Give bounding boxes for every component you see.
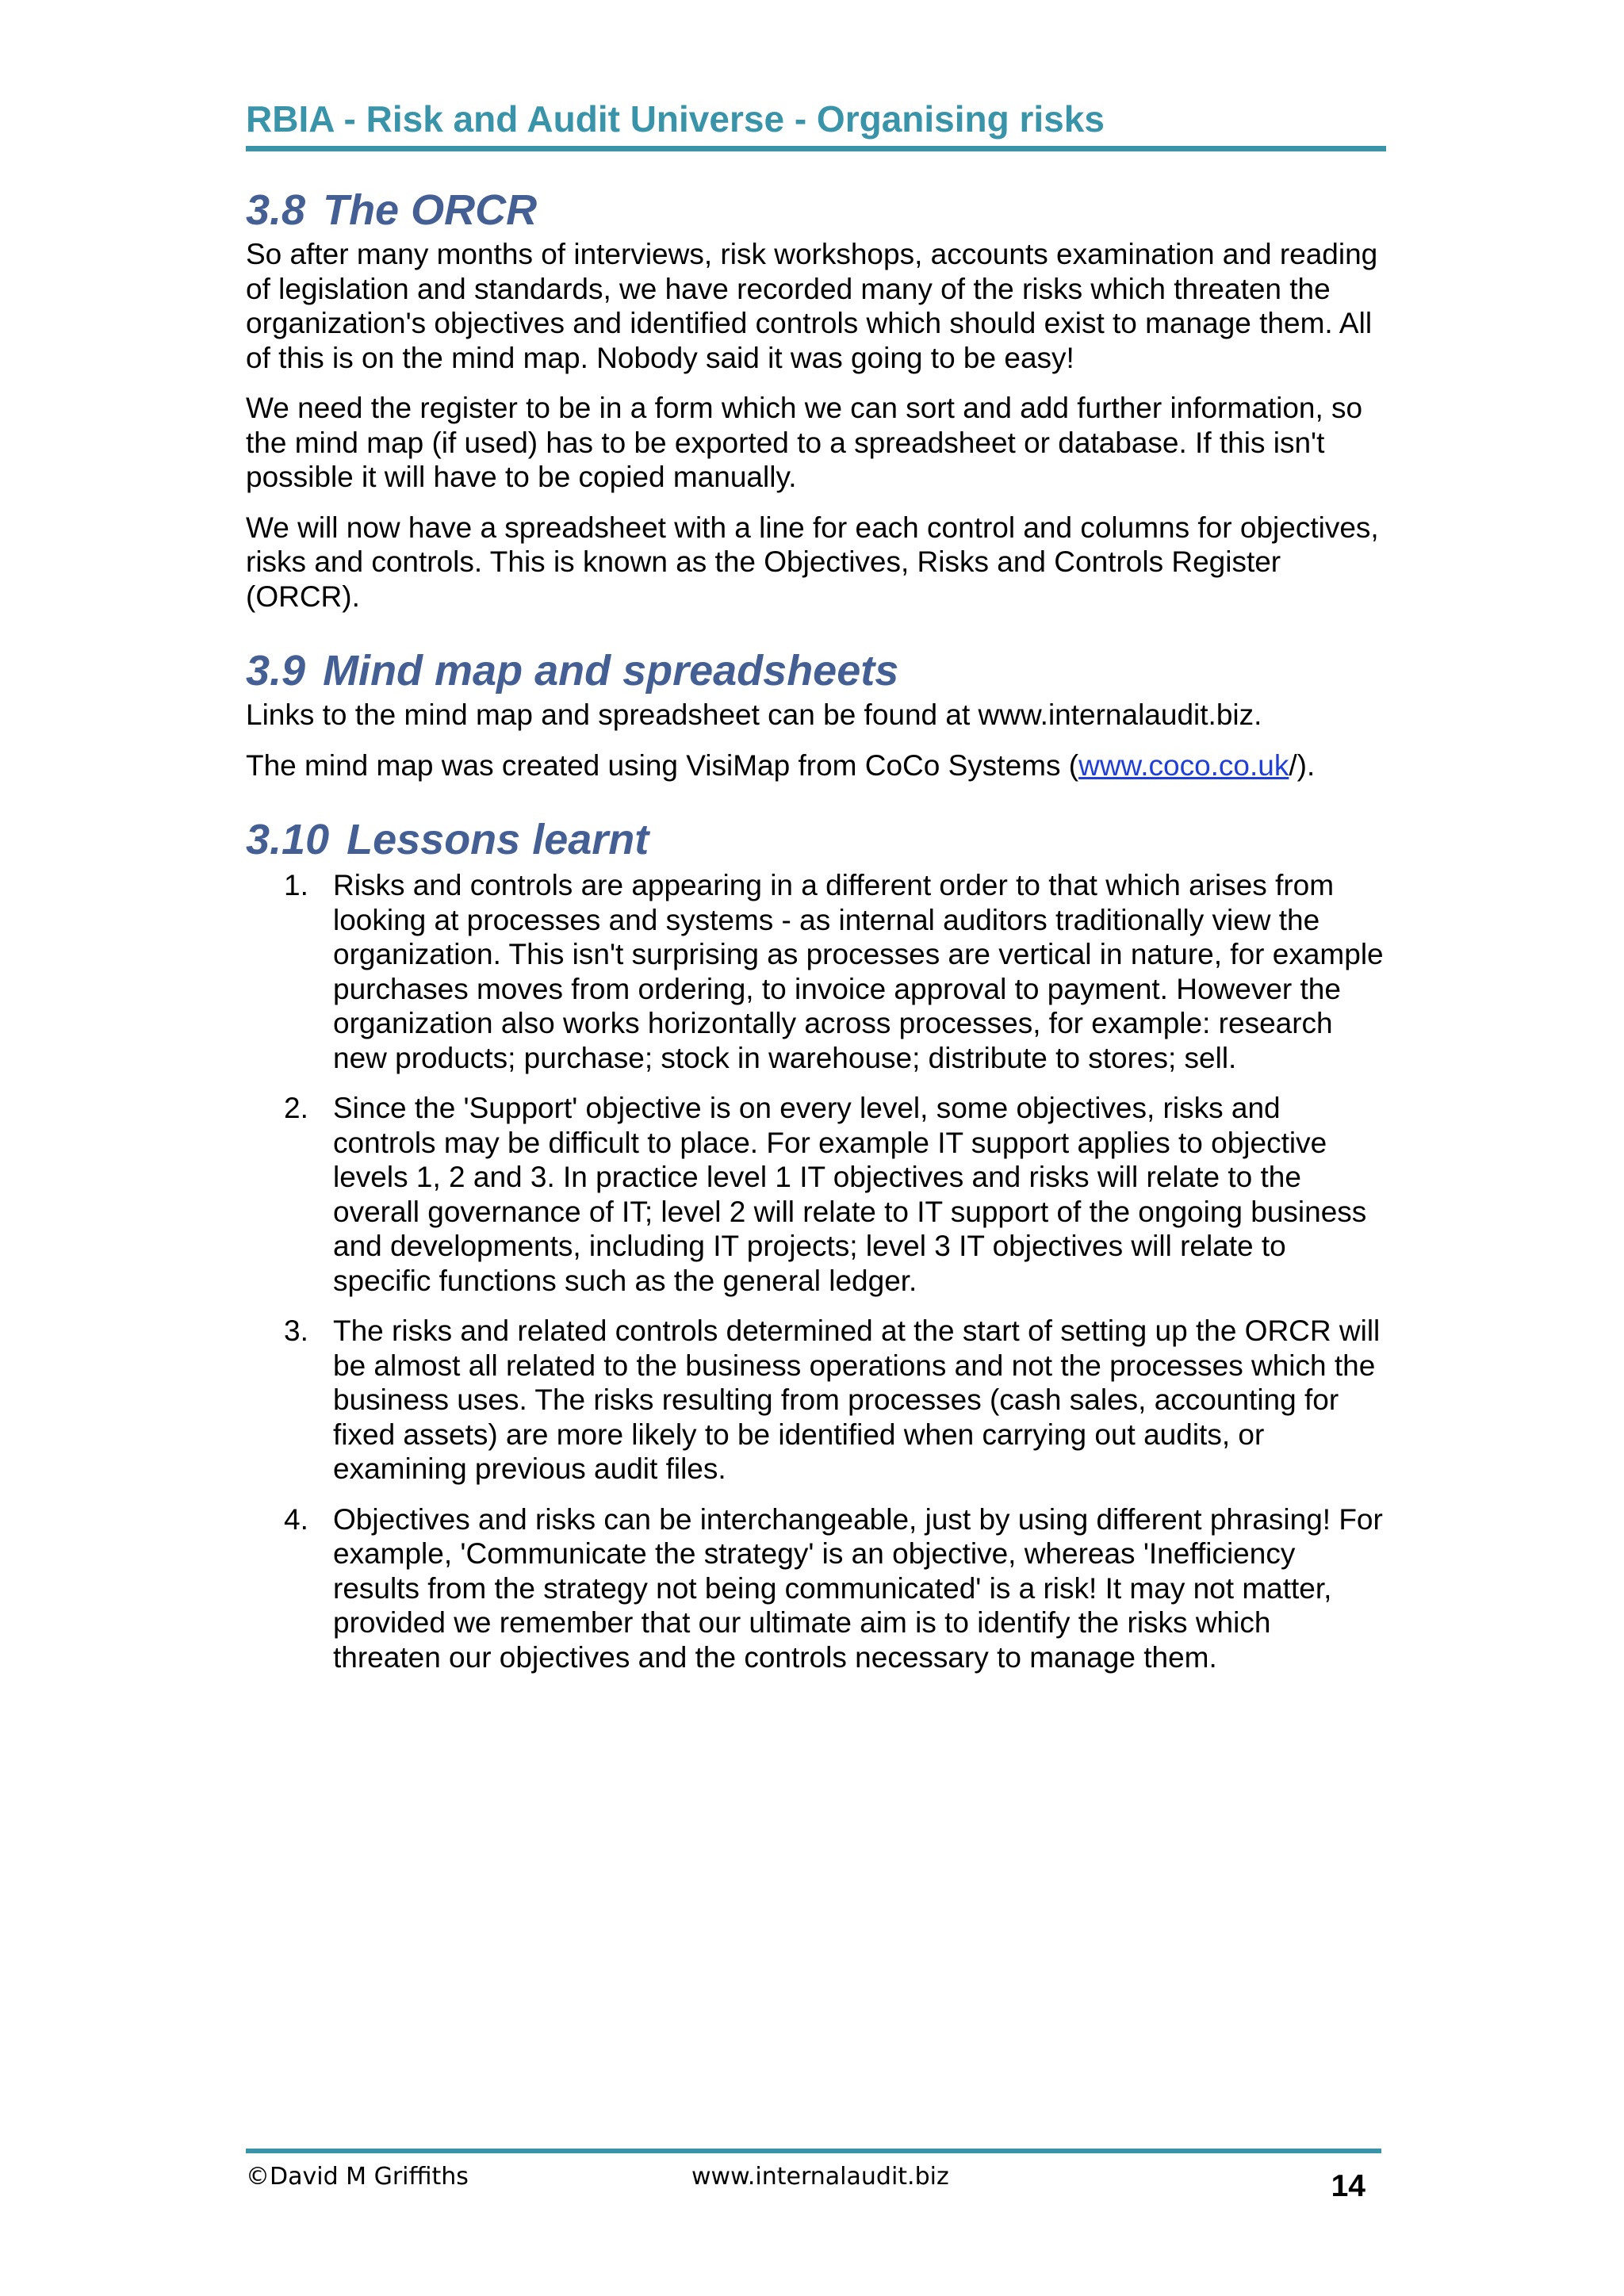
list-item: [246, 868, 1386, 1075]
section-title: Lessons learnt: [347, 816, 649, 863]
running-header: RBIA - Risk and Audit Universe - Organising risks: [246, 95, 1386, 151]
list-item: [246, 1502, 1386, 1675]
section-number: 3.9: [246, 647, 306, 695]
footer-website: www.internalaudit.biz: [691, 2163, 949, 2191]
list-item-text: The risks and related controls determined at the start of setting up the ORCR will be almost all related to the business operations and not the processes which the business uses. The risks resulting from processes (cash sales, accounting for fixed assets) are more likely to be identified when carrying out audits, or examining previous audit files.: [333, 1314, 1381, 1485]
section-number: 3.8: [246, 186, 306, 234]
section-title: The ORCR: [323, 186, 538, 234]
paragraph: We need the register to be in a form which we can sort and add further information, so the mind map (if used) has to be exported to a spreadsheet or database. If this isn't possible it will have to be copied manually.: [246, 392, 1363, 493]
paragraph-text: /).: [1289, 748, 1316, 782]
list-marker: 3.: [284, 1314, 308, 1347]
paragraph: [246, 748, 1386, 783]
section-number: 3.10: [246, 816, 330, 863]
paragraph: So after many months of interviews, risk workshops, accounts examination and reading of legislation and standards, we have recorded many of the risks which threaten the organization's objectives and identified controls which should exist to manage them. All of this is on the mind map. Nobody said it was going to be easy!: [246, 238, 1378, 374]
section-body-orcr: [246, 237, 1386, 614]
paragraph: We will now have a spreadsheet with a line for each control and columns for objectives, risks and controls. This is known as the Objectives, Risks and Controls Register (ORCR).: [246, 511, 1379, 613]
list-item: [246, 1091, 1386, 1298]
paragraph-text: The mind map was created using VisiMap from CoCo Systems (: [246, 748, 1079, 782]
list-item-text: Since the 'Support' objective is on every level, some objectives, risks and controls may be difficult to place. For example IT support applies to objective levels 1, 2 and 3. In practice level 1 IT objectives and risks will relate to the overall governance of IT; level 2 will relate to IT support of the ongoing business and developments, including IT projects; level 3 IT objectives will relate to specific functions such as the general ledger.: [333, 1092, 1367, 1297]
section-heading-mind-map: [246, 645, 1386, 696]
lessons-list: [246, 868, 1386, 1674]
section-title: Mind map and spreadsheets: [323, 647, 899, 695]
section-heading-orcr: [246, 185, 1386, 235]
list-item-text: Risks and controls are appearing in a different order to that which arises from looking at processes and systems - as internal auditors traditionally view the organization. This isn't surprising as processes are vertical in nature, for example purchases moves from ordering, to invoice approval to payment. However the organization also works horizontally across processes, for example: research new products; purchase; stock in warehouse; distribute to stores; sell.: [333, 869, 1384, 1074]
page-number: 14: [1331, 2169, 1365, 2203]
page-footer: [246, 2149, 1381, 2203]
footer-copyright: ©David M Griffiths: [246, 2163, 469, 2191]
list-item-text: Objectives and risks can be interchangeable, just by using different phrasing! For example, 'Communicate the strategy' is an objective, whereas 'Inefficiency results from the strategy not being communicated' is a risk! It may not matter, provided we remember that our ultimate aim is to identify the risks which threaten our objectives and the controls necessary to manage them.: [333, 1502, 1383, 1674]
paragraph: Links to the mind map and spreadsheet can be found at www.internalaudit.biz.: [246, 698, 1262, 731]
section-heading-lessons-learnt: [246, 814, 1386, 865]
coco-systems-link[interactable]: www.coco.co.uk: [1078, 748, 1289, 782]
list-item: [246, 1314, 1386, 1487]
section-body-mind-map: [246, 698, 1386, 783]
list-marker: 4.: [284, 1502, 308, 1536]
list-marker: 1.: [284, 869, 308, 901]
document-page: [246, 95, 1386, 1674]
list-marker: 2.: [284, 1092, 308, 1124]
